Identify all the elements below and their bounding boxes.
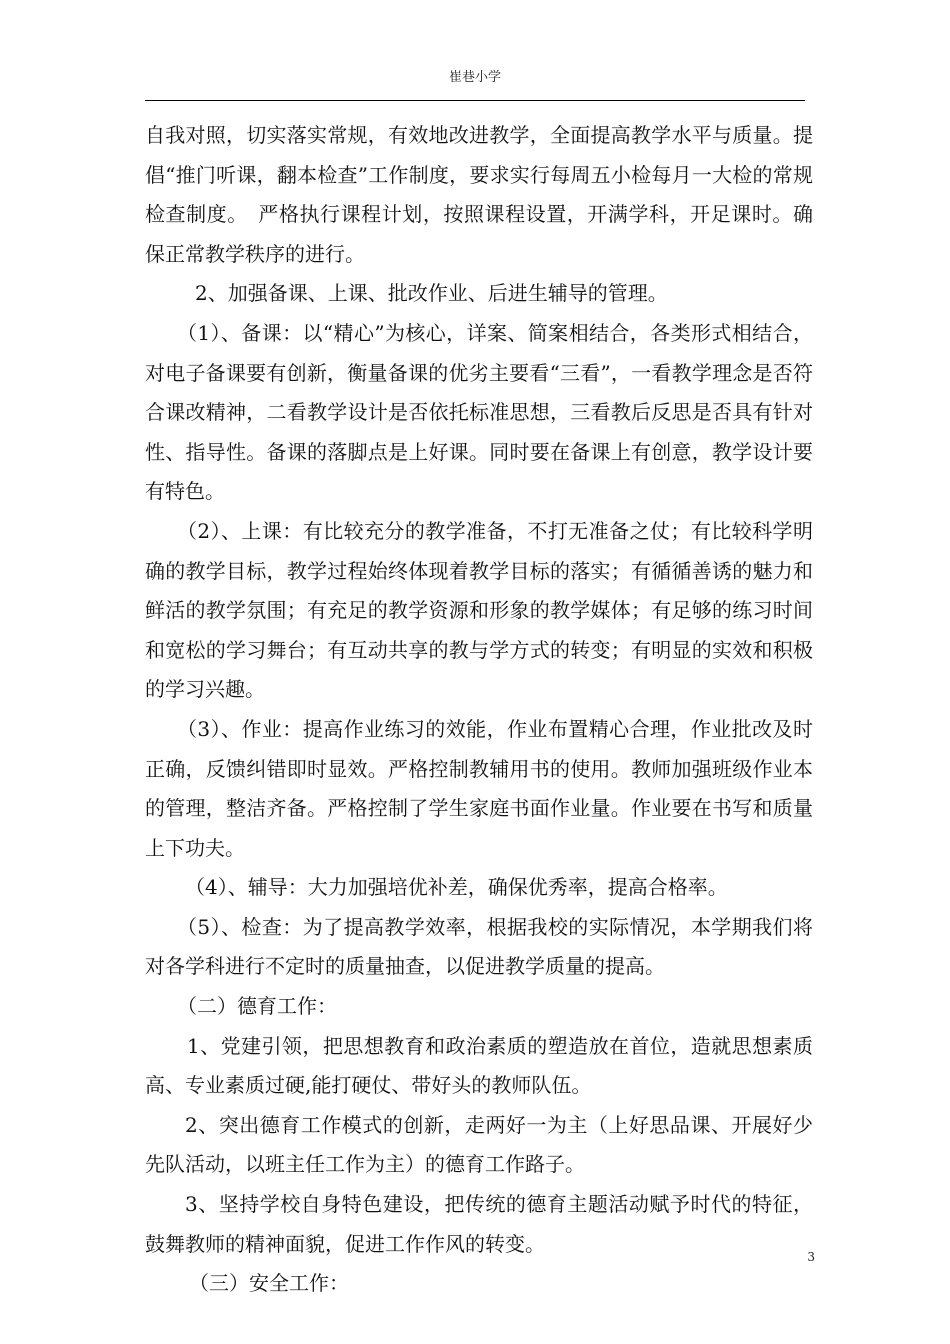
paragraph: 1、党建引领，把思想教育和政治素质的塑造放在首位，造就思想素质高、专业素质过硬,能打硬仗、带好头的教师队伍。 — [145, 1033, 813, 1098]
paragraph: （3）、作业：提高作业练习的效能，作业布置精心合理，作业批改及时正确，反馈纠错即时显效。严格控制教辅用书的使用。教师加强班级作业本的管理，整洁齐备。严格控制了学生家庭书面作业量。作业要在书写和质量上下功夫。 — [145, 716, 813, 860]
header-title: 崔巷小学 — [448, 70, 501, 85]
body-text — [145, 116, 813, 1304]
header-rule — [145, 100, 805, 101]
paragraph: 自我对照，切实落实常规，有效地改进教学，全面提高教学水平与质量。提倡“推门听课，翻本检查”工作制度，要求实行每周五小检每月一大检的常规检查制度。 严格执行课程计划，按照课程设置，开满学科，开足课时。确保正常教学秩序的进行。 — [145, 123, 813, 266]
paragraph: （1）、备课：以“精心”为核心，详案、简案相结合，各类形式相结合，对电子备课要有创新，衡量备课的优劣主要看“三看”，一看教学理念是否符合课改精神，二看教学设计是否依托标准思想，三看教后反思是否具有针对性、指导性。备课的落脚点是上好课。同时要在备课上有创意，教学设计要有特色。 — [145, 320, 813, 504]
paragraph: （2）、上课：有比较充分的教学准备，不打无准备之仗；有比较科学明确的教学目标，教学过程始终体现着教学目标的落实；有循循善诱的魅力和鲜活的教学氛围；有充足的教学资源和形象的教学媒体；有足够的练习时间和宽松的学习舞台；有互动共享的教与学方式的转变；有明显的实效和积极的学习兴趣。 — [145, 518, 813, 702]
paragraph: （三）安全工作： — [189, 1271, 349, 1296]
paragraph: （4）、辅导：大力加强培优补差，确保优秀率，提高合格率。 — [185, 875, 728, 900]
page-number: 3 — [807, 1250, 815, 1264]
paragraph: （二）德育工作： — [177, 994, 337, 1019]
paragraph: 2、突出德育工作模式的创新，走两好一为主（上好思品课、开展好少先队活动，以班主任工作为主）的德育工作路子。 — [145, 1112, 813, 1177]
paragraph: 2、加强备课、上课、批改作业、后进生辅导的管理。 — [195, 281, 668, 306]
paragraph: （5）、检查：为了提高教学效率，根据我校的实际情况，本学期我们将对各学科进行不定时的质量抽查，以促进教学质量的提高。 — [145, 914, 813, 979]
paragraph: 3、坚持学校自身特色建设，把传统的德育主题活动赋予时代的特征，鼓舞教师的精神面貌，促进工作作风的转变。 — [145, 1192, 813, 1256]
